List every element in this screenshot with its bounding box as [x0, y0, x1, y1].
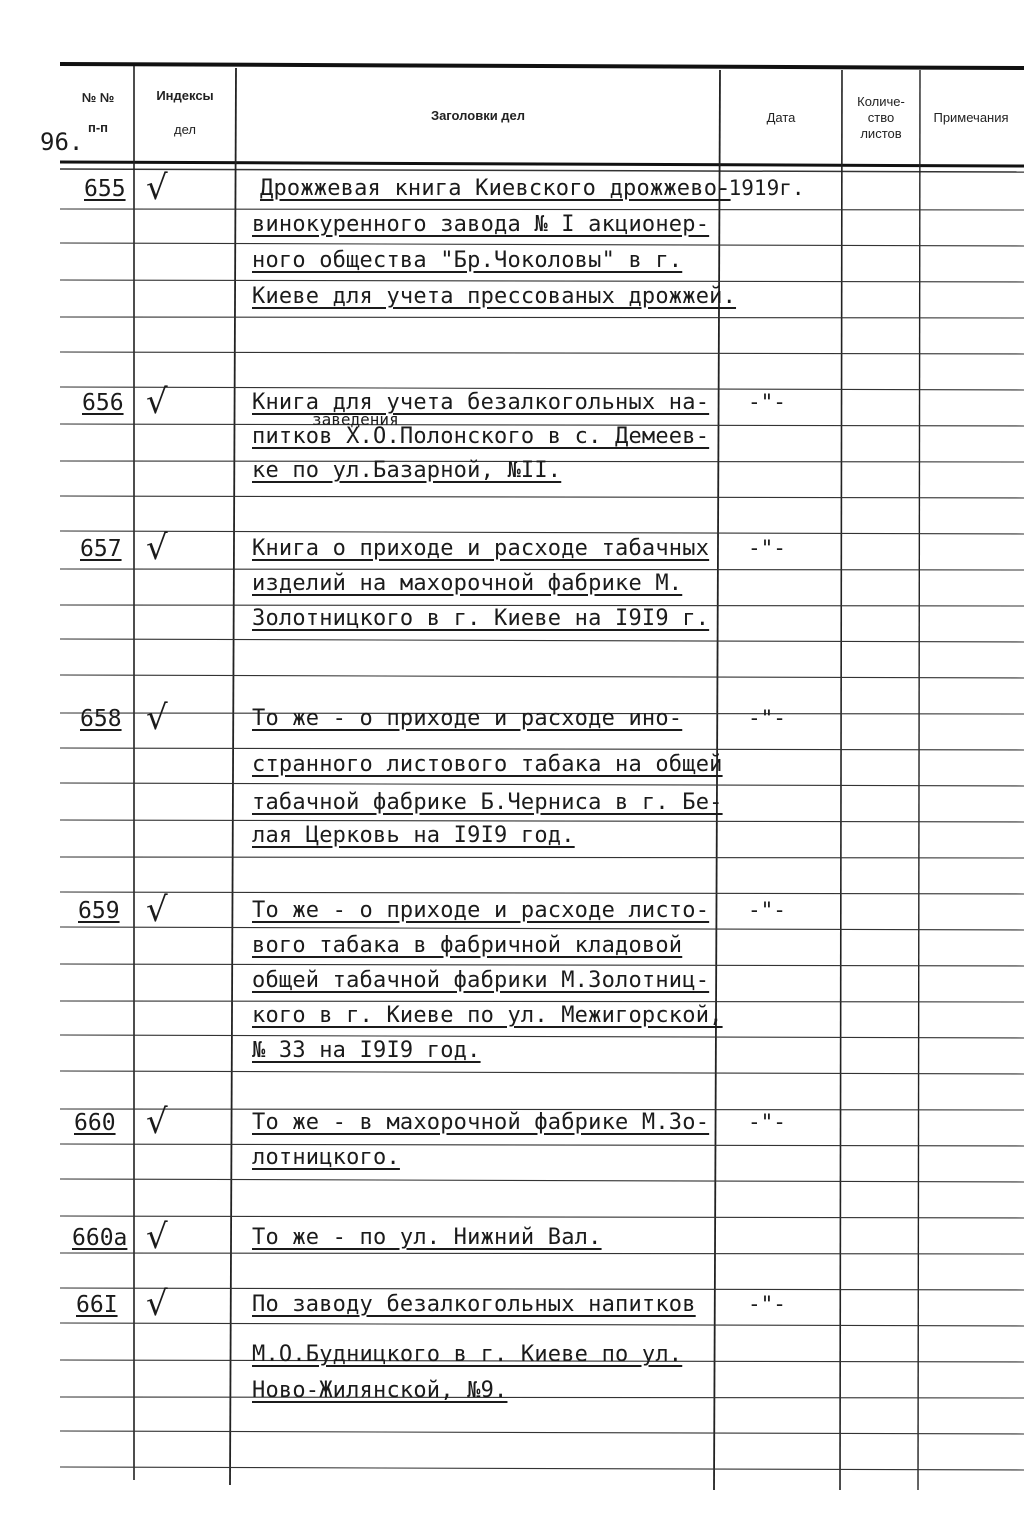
ruled-line	[60, 820, 1024, 822]
entry-title-line: Книга о приходе и расходе табачных	[252, 536, 710, 561]
entry-date: -1919г.	[716, 176, 805, 200]
entry-title-line: вого табака в фабричной кладовой	[252, 933, 683, 958]
ruled-line	[60, 1179, 1024, 1182]
page-number: 96.	[40, 128, 84, 156]
ruled-line	[60, 1001, 1024, 1002]
entry-title-line: изделий на махорочной фабрике М.	[252, 571, 683, 596]
header-sheet-count: Количе- ство листов	[857, 94, 905, 141]
ruled-line	[60, 675, 1024, 678]
ruled-line	[60, 748, 1024, 750]
check-mark: √	[146, 382, 168, 422]
entry-number: 655	[84, 176, 126, 202]
ruled-line	[60, 496, 1024, 498]
entry-title-line: винокуренного завода № I акционер-	[252, 212, 710, 237]
header-title: Заголовки дел	[430, 108, 526, 123]
entry-title-line: То же - о приходе и расходе ино-	[252, 706, 683, 731]
ruled-line	[60, 1397, 1024, 1398]
ruled-line	[60, 243, 1024, 246]
ruled-line	[60, 1071, 1024, 1074]
header-notes: Примечания	[933, 110, 1009, 125]
ruled-line	[60, 1288, 1024, 1290]
ruled-line	[60, 1323, 1024, 1326]
entry-title-line: То же - по ул. Нижний Вал.	[252, 1225, 602, 1250]
entry-date: -"-	[748, 898, 786, 922]
ruled-line	[60, 964, 1024, 966]
check-mark: √	[146, 890, 168, 930]
check-mark: √	[146, 698, 168, 738]
entry-number: 658	[80, 706, 122, 732]
ruled-line	[60, 1467, 1024, 1470]
entry-title-line: лая Церковь на I9I9 год.	[252, 823, 575, 848]
entry-title-line: № 33 на I9I9 год.	[252, 1038, 481, 1063]
entry-number: 656	[82, 390, 124, 416]
ruled-line	[60, 317, 1024, 318]
entry-number: 660	[74, 1110, 116, 1136]
ruled-line	[60, 639, 1024, 642]
ruled-line	[60, 857, 1024, 858]
check-mark: √	[146, 1284, 168, 1324]
entry-title-line: табачной фабрике Б.Черниса в г. Бе-	[252, 790, 723, 815]
entry-date: -"-	[748, 706, 786, 730]
entry-date: -"-	[748, 1292, 786, 1316]
entry-date: -"-	[748, 390, 786, 414]
handwritten-insertion: заведения	[312, 410, 399, 429]
ruled-line	[60, 280, 1024, 282]
ruled-line	[60, 783, 1024, 786]
entry-number: 660а	[72, 1225, 128, 1251]
header-number: № № п-п	[81, 90, 115, 135]
entry-title-line: лотницкого.	[252, 1145, 400, 1170]
ruled-line	[60, 1431, 1024, 1434]
check-mark: √	[146, 1102, 168, 1142]
entry-number: 659	[78, 898, 120, 924]
ruled-line	[60, 892, 1024, 894]
entry-title-line: То же - в махорочной фабрике М.Зо-	[252, 1110, 710, 1135]
ruled-line	[60, 209, 1024, 210]
entry-title-line: ного общества "Бр.Чоколовы" в г.	[252, 248, 683, 273]
entry-title-line: питков Х.О.Полонского в с. Демеев-	[252, 424, 710, 449]
entry-title-line: То же - о приходе и расходе листо-	[252, 898, 710, 923]
entry-title-line: Книга для учета безалкогольных на-	[252, 390, 710, 415]
check-mark: √	[146, 168, 168, 208]
entry-title-line: общей табачной фабрики М.Золотниц-	[252, 968, 710, 993]
ruled-line	[60, 927, 1024, 930]
entry-title-line: М.О.Будницкого в г. Киеве по ул.	[252, 1342, 683, 1367]
check-mark: √	[146, 528, 168, 568]
entry-date: -"-	[748, 536, 786, 560]
entry-number: 657	[80, 536, 122, 562]
ruled-line	[60, 352, 1024, 354]
ruled-line	[60, 569, 1024, 570]
header-index: Индексы дел	[156, 88, 214, 137]
entry-title-line: Дрожжевая книга Киевского дрожжево-	[260, 176, 731, 201]
entry-title-line: Ново-Жилянской, №9.	[252, 1378, 508, 1403]
ruled-line	[60, 1035, 1024, 1038]
entry-number: 66I	[76, 1292, 118, 1318]
header-date: Дата	[766, 110, 796, 125]
ruled-line	[60, 1253, 1024, 1254]
ruled-line	[60, 1216, 1024, 1218]
entry-title-line: По заводу безалкогольных напитков	[252, 1292, 696, 1317]
entry-title-line: Золотницкого в г. Киеве на I9I9 г.	[252, 606, 710, 631]
ruled-line	[60, 531, 1024, 534]
entry-title-line: странного листового табака на общей	[252, 752, 723, 777]
entry-date: -"-	[748, 1110, 786, 1134]
check-mark: √	[146, 1217, 168, 1257]
entry-title-line: Киеве для учета прессованых дрожжей.	[252, 284, 737, 309]
ruled-line	[60, 1144, 1024, 1146]
entry-title-line: кого в г. Киеве по ул. Межигорской,	[252, 1003, 723, 1028]
entry-title-line: ке по ул.Базарной, №II.	[252, 458, 562, 483]
